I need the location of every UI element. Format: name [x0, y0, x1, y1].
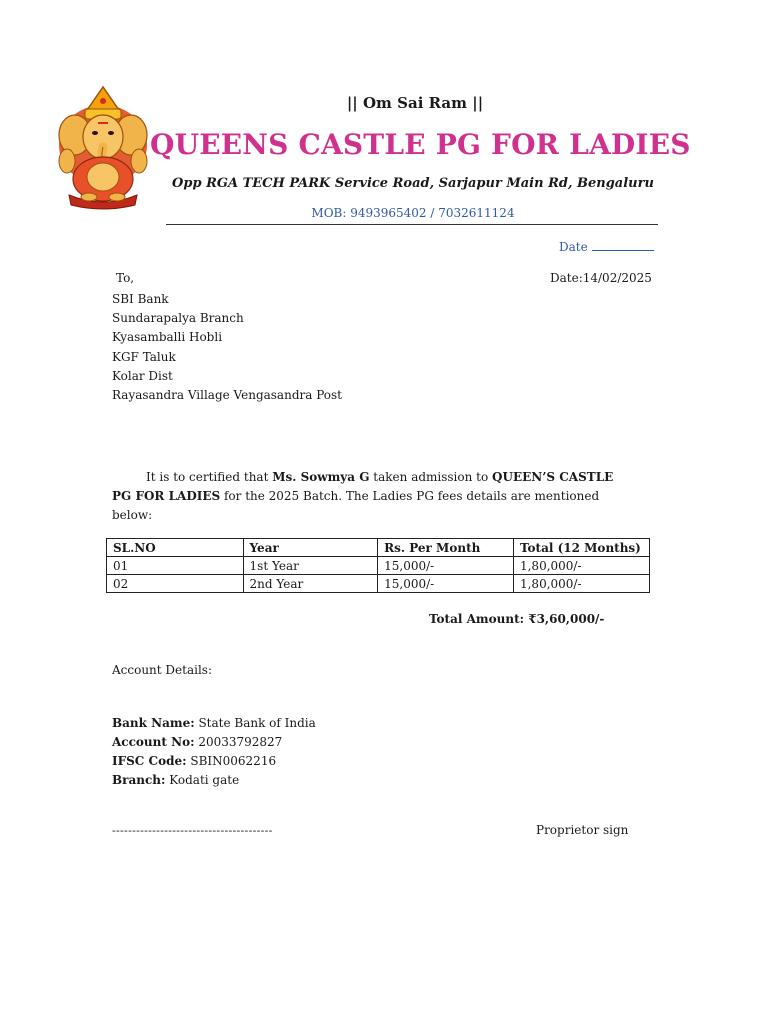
bank-name-label: Bank Name:: [112, 716, 195, 730]
column-header: Rs. Per Month: [378, 539, 514, 557]
recipient-line: Sundarapalya Branch: [112, 311, 244, 326]
student-name: Ms. Sowmya G: [272, 470, 370, 484]
account-details-heading: Account Details:: [112, 663, 213, 677]
table-row: [107, 575, 650, 593]
branch-value: Kodati gate: [165, 773, 240, 787]
column-header: Total (12 Months): [513, 539, 649, 557]
recipient-line: SBI Bank: [112, 292, 169, 306]
column-header: Year: [243, 539, 378, 557]
ifsc-label: IFSC Code:: [112, 754, 187, 768]
table-header-row: [107, 539, 650, 557]
pg-address: Opp RGA TECH PARK Service Road, Sarjapur Main Rd, Bengaluru: [172, 176, 654, 191]
letter-date: Date:14/02/2025: [550, 271, 652, 285]
recipient-line: Kyasamballi Hobli: [112, 330, 223, 345]
to-label: To,: [116, 271, 135, 285]
fees-table: [106, 538, 650, 593]
body-text: taken admission to: [369, 470, 493, 484]
total-amount: [429, 612, 604, 626]
body-text: It is to certified that: [146, 470, 273, 484]
total-value: ₹3,60,000/-: [528, 612, 605, 626]
table-cell: 15,000/-: [378, 557, 514, 575]
bank-name-row: [112, 714, 316, 733]
proprietor-sign-label: Proprietor sign: [536, 823, 629, 837]
bank-name-value: State Bank of India: [194, 716, 316, 730]
account-no-row: [112, 733, 316, 752]
ifsc-value: SBIN0062216: [186, 754, 277, 768]
account-no-label: Account No:: [112, 735, 195, 749]
invocation: || Om Sai Ram ||: [346, 94, 484, 112]
body-text: for the 2025 Batch. The Ladies PG fees details are mentioned below:: [112, 489, 600, 522]
certificate-paragraph: [112, 468, 632, 525]
institution-name: QUEEN’S CASTLE PG FOR LADIES: [112, 470, 614, 503]
date-field: [559, 239, 654, 254]
table-cell: 1st Year: [243, 557, 378, 575]
date-blank-line: [592, 239, 654, 251]
recipient-line: Kolar Dist: [112, 368, 173, 383]
recipient-line: Rayasandra Village Vengasandra Post: [112, 388, 342, 403]
table-cell: 02: [107, 575, 244, 593]
branch-label: Branch:: [112, 773, 166, 787]
table-cell: 15,000/-: [378, 575, 514, 593]
ifsc-row: [112, 752, 316, 771]
mobile-numbers: MOB: 9493965402 / 7032611124: [311, 206, 515, 220]
total-label: Total Amount:: [429, 612, 529, 626]
recipient-line: KGF Taluk: [112, 349, 176, 364]
table-cell: 01: [107, 557, 244, 575]
account-no-value: 20033792827: [194, 735, 283, 749]
signature-line: ----------------------------------------: [112, 824, 273, 837]
header-divider: [166, 224, 658, 225]
date-label: Date: [559, 240, 588, 254]
column-header: SL.NO: [107, 539, 244, 557]
bank-details: [112, 714, 316, 790]
branch-row: [112, 771, 316, 790]
table-cell: 1,80,000/-: [513, 557, 649, 575]
table-cell: 1,80,000/-: [513, 575, 649, 593]
pg-name-title: QUEENS CASTLE PG FOR LADIES: [150, 128, 691, 161]
table-cell: 2nd Year: [243, 575, 378, 593]
table-row: [107, 557, 650, 575]
recipient-address: [112, 290, 342, 405]
